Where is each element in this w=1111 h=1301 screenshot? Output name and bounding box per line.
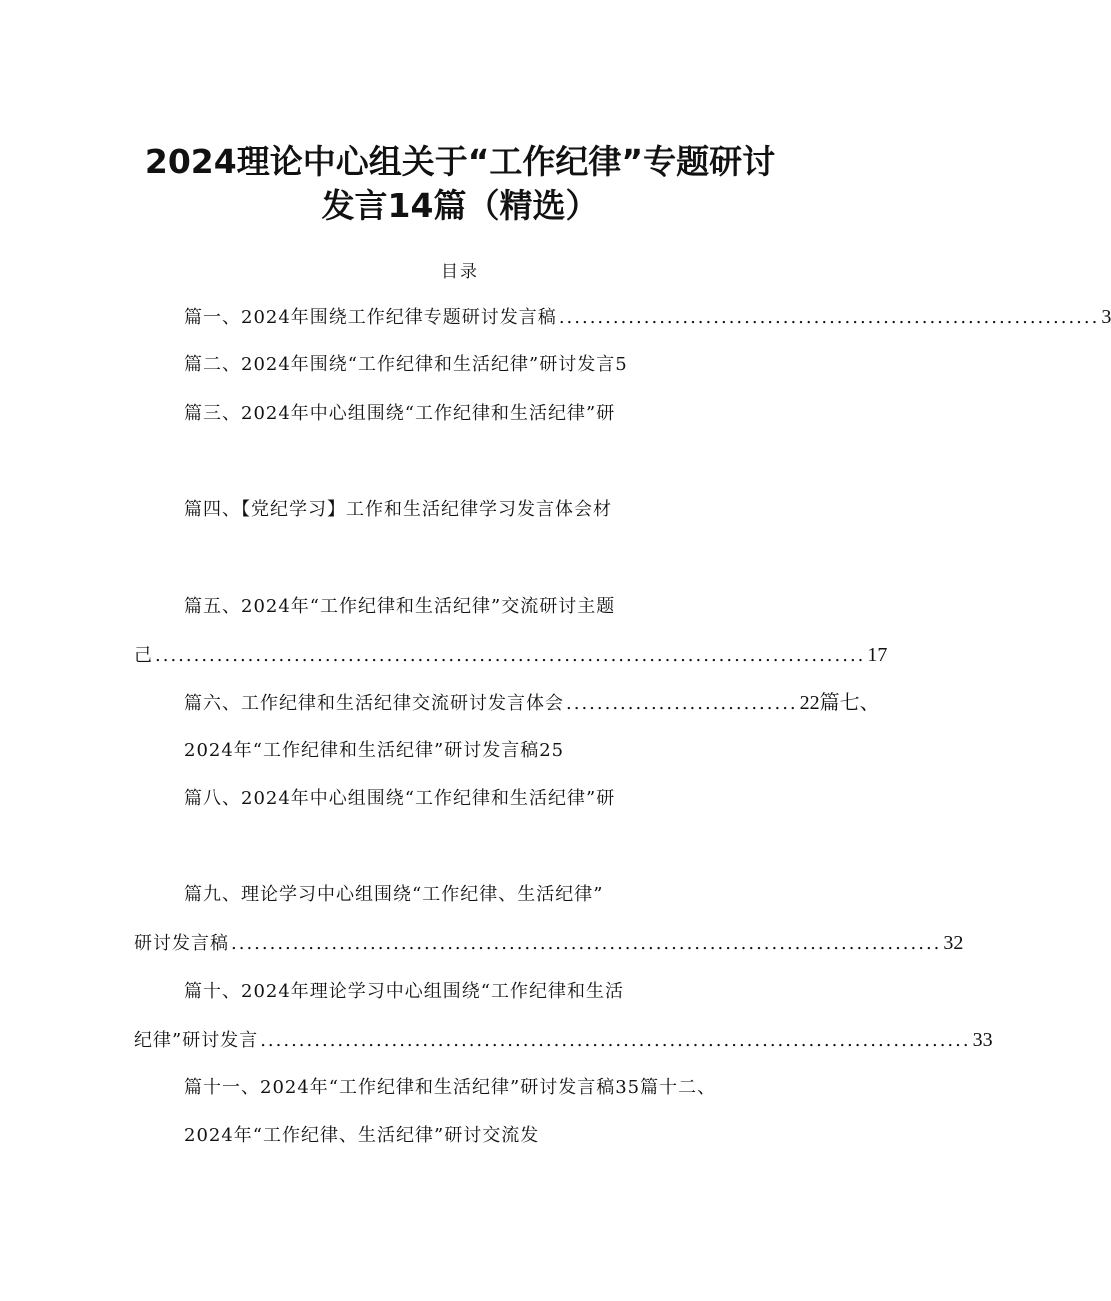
- toc-heading: 目录: [441, 262, 479, 282]
- toc-leader-dots: ......................................................................: [558, 307, 1100, 328]
- toc-entry-1: [184, 305, 1111, 330]
- toc-entry-text: 纪律”研讨发言: [134, 1030, 259, 1051]
- toc-entry-text: 篇一、2024年围绕工作纪律专题研讨发言稿: [184, 307, 557, 328]
- toc-entry-8: 篇八、2024年中心组围绕“工作纪律和生活纪律”研: [184, 788, 616, 809]
- toc-entry-9: 篇九、理论学习中心组围绕“工作纪律、生活纪律”: [184, 884, 604, 905]
- toc-entry-12: 2024年“工作纪律、生活纪律”研讨交流发: [184, 1125, 540, 1146]
- toc-entry-10: 篇十、2024年理论学习中心组围绕“工作纪律和生活: [184, 981, 625, 1002]
- toc-leader-dots: ............................................................................................: [231, 933, 942, 954]
- toc-entry-6: [184, 691, 880, 716]
- toc-entry-text: 己: [134, 645, 153, 666]
- toc-entry-9-cont: [134, 931, 964, 956]
- toc-entry-4: 篇四、【党纪学习】工作和生活纪律学习发言体会材: [184, 499, 612, 520]
- document-title-line-2: 发言14篇（精选）: [321, 186, 599, 225]
- toc-entry-2: 篇二、2024年围绕“工作纪律和生活纪律”研讨发言5: [184, 354, 628, 375]
- toc-entry-text: 篇六、工作纪律和生活纪律交流研讨发言体会: [184, 693, 564, 714]
- toc-entry-3: 篇三、2024年中心组围绕“工作纪律和生活纪律”研: [184, 403, 616, 424]
- toc-leader-dots: ............................................................................................: [155, 645, 866, 666]
- toc-entry-7: 2024年“工作纪律和生活纪律”研讨发言稿25: [184, 740, 565, 761]
- toc-entry-text: 研讨发言稿: [134, 933, 229, 954]
- toc-leader-dots: ............................................................................................: [260, 1030, 971, 1051]
- toc-leader-dots: ..............................: [566, 693, 798, 714]
- document-title-line-1: 2024理论中心组关于“工作纪律”专题研讨: [144, 142, 776, 181]
- toc-entry-page: 3: [1101, 306, 1111, 328]
- toc-entry-10-cont: [134, 1028, 993, 1053]
- toc-entry-5: 篇五、2024年“工作纪律和生活纪律”交流研讨主题: [184, 596, 616, 617]
- toc-entry-page: 32: [943, 932, 964, 954]
- toc-entry-11: 篇十一、2024年“工作纪律和生活纪律”研讨发言稿35篇十二、: [184, 1077, 717, 1098]
- toc-entry-5-cont: [134, 643, 888, 668]
- toc-entry-page: 22篇七、: [799, 692, 880, 714]
- toc-entry-page: 33: [972, 1029, 993, 1051]
- toc-entry-page: 17: [867, 644, 888, 666]
